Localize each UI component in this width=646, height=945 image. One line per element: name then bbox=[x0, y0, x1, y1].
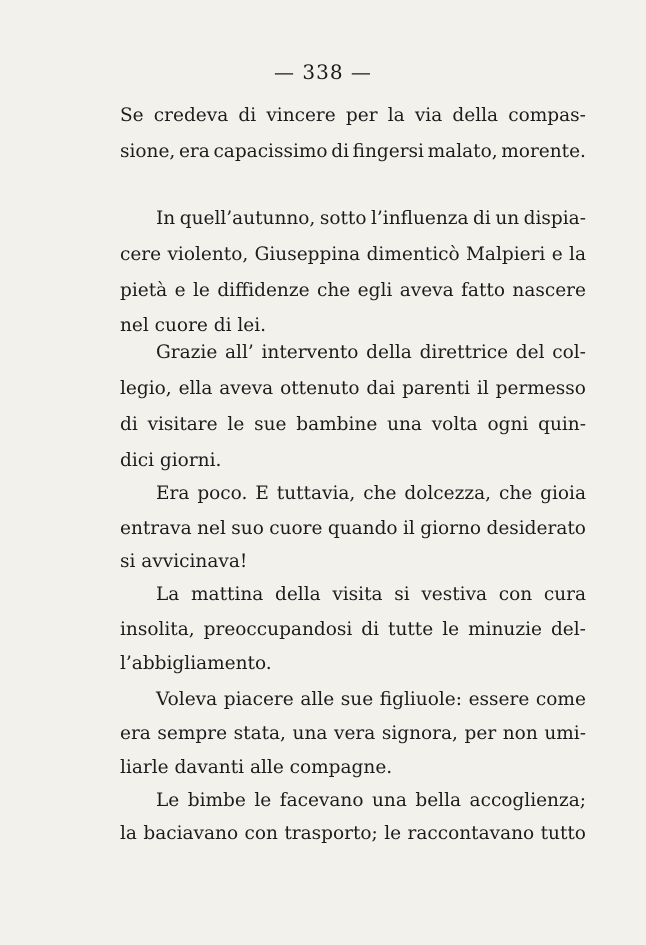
text-line: sione, era capacissimo di fingersi malato, morente. bbox=[120, 141, 586, 162]
text-line: Grazie all’ intervento della direttrice del col- bbox=[156, 342, 586, 363]
text-line: La mattina della visita si vestiva con cura bbox=[156, 584, 586, 605]
text-line: legio, ella aveva ottenuto dai parenti il permesso bbox=[120, 378, 586, 399]
text-line: di visitare le sue bambine una volta ogni quin- bbox=[120, 414, 586, 435]
text-line: l’abbigliamento. bbox=[120, 653, 272, 674]
text-line: Era poco. E tuttavia, che dolcezza, che gioia bbox=[156, 483, 586, 504]
text-line: cere violento, Giuseppina dimenticò Malpieri e la bbox=[120, 244, 586, 265]
text-line: entrava nel suo cuore quando il giorno desiderato bbox=[120, 518, 586, 539]
text-line: la baciavano con trasporto; le raccontavano tutto bbox=[120, 823, 586, 844]
text-line: si avvicinava! bbox=[120, 551, 248, 572]
text-line: insolita, preoccupandosi di tutte le minuzie del- bbox=[120, 619, 586, 640]
text-line: nel cuore di lei. bbox=[120, 315, 267, 336]
text-line: In quell’autunno, sotto l’influenza di un dispia- bbox=[156, 208, 586, 229]
text-line: pietà e le diffidenze che egli aveva fatto nascere bbox=[120, 280, 586, 301]
text-line: Voleva piacere alle sue figliuole: essere come bbox=[156, 689, 586, 710]
text-line: era sempre stata, una vera signora, per non umi- bbox=[120, 723, 586, 744]
text-line: liarle davanti alle compagne. bbox=[120, 757, 393, 778]
page-number: — 338 — bbox=[274, 60, 372, 84]
text-line: dici giorni. bbox=[120, 450, 222, 471]
text-line: Se credeva di vincere per la via della compas- bbox=[120, 105, 586, 126]
text-line: Le bimbe le facevano una bella accoglienza; bbox=[156, 790, 586, 811]
